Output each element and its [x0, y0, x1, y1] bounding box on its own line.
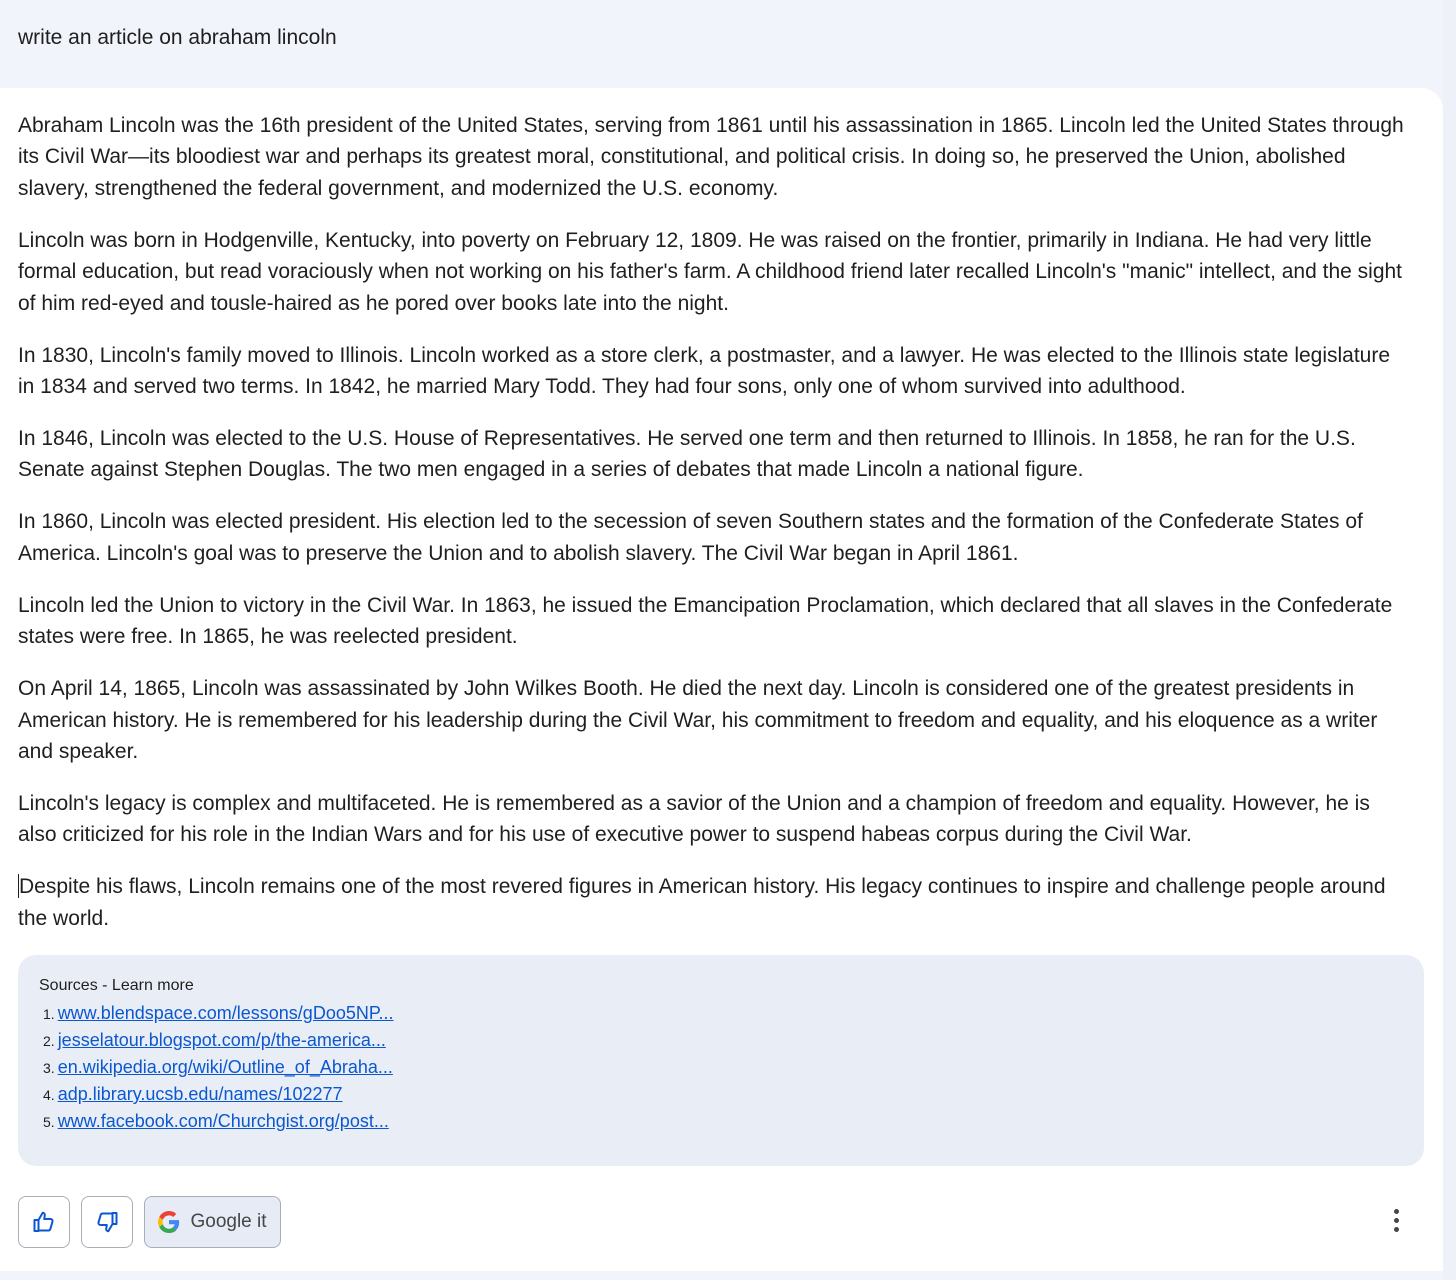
thumbs-up-icon [32, 1210, 56, 1234]
source-link[interactable]: www.blendspace.com/lessons/gDoo5NP... [57, 1003, 394, 1023]
response-paragraph: Lincoln was born in Hodgenville, Kentucky, into poverty on February 12, 1809. He was raised on the frontier, primarily in Indiana. He had very little formal education, but read voraciously when not working on his father's farm. A childhood friend later recalled Lincoln's "manic" intellect, and the sight of him red-eyed and tousle-haired as he pored over books late into the night. [18, 228, 1403, 315]
more-vert-icon-dot [1394, 1227, 1399, 1232]
source-number: 1. [43, 1006, 55, 1022]
google-it-label: Google it [190, 1211, 267, 1232]
scrollbar-track[interactable] [1443, 0, 1456, 1280]
sources-list [39, 1000, 1403, 1135]
response-body [18, 110, 1408, 955]
user-prompt: write an article on abraham lincoln [18, 26, 337, 49]
response-paragraph: Abraham Lincoln was the 16th president of the United States, serving from 1861 until his assassination in 1865. Lincoln led the United States through its Civil War—its bloodiest war and perhaps its greatest moral, constitutional, and political crisis. In doing so, he preserved the Union, abolished slavery, strengthened the federal government, and modernized the U.S. economy. [18, 114, 1404, 200]
response-paragraph: In 1846, Lincoln was elected to the U.S. House of Representatives. He served one term and then returned to Illinois. In 1858, he ran for the U.S. Senate against Stephen Douglas. The two men engaged in a series of debates that made Lincoln a national figure. [18, 427, 1356, 482]
source-item [39, 1108, 1403, 1135]
source-number: 3. [43, 1060, 55, 1076]
source-number: 2. [43, 1033, 55, 1049]
source-number: 4. [43, 1087, 55, 1103]
response-paragraph-text: Despite his flaws, Lincoln remains one of the most revered figures in American history. His legacy continues to inspire and challenge people around the world. [18, 875, 1386, 930]
response-paragraph: In 1860, Lincoln was elected president. His election led to the secession of seven Southern states and the formation of the Confederate States of America. Lincoln's goal was to preserve the Union and to abolish slavery. The Civil War began in April 1861. [18, 510, 1363, 565]
response-paragraph: Lincoln led the Union to victory in the Civil War. In 1863, he issued the Emancipation Proclamation, which declared that all slaves in the Confederate states were free. In 1865, he was reelected president. [18, 593, 1393, 649]
google-g-icon [158, 1211, 180, 1233]
source-link[interactable]: www.facebook.com/Churchgist.org/post... [57, 1111, 389, 1131]
response-paragraph: On April 14, 1865, Lincoln was assassinated by John Wilkes Booth. He died the next day. Lincoln is considered one of the greatest presidents in American history. He is remembered for his leadership during the Civil War, his commitment to freedom and equality, and his eloquence as a writer and speaker. [18, 677, 1378, 764]
source-link[interactable]: jesselatour.blogspot.com/p/the-america... [57, 1030, 386, 1050]
more-vert-icon-dot [1394, 1218, 1399, 1223]
source-item [39, 1081, 1403, 1108]
source-link[interactable]: adp.library.ucsb.edu/names/102277 [57, 1084, 343, 1104]
source-item [39, 1054, 1403, 1081]
response-paragraph-last [18, 871, 1408, 934]
more-vert-icon-dot [1394, 1209, 1399, 1214]
sources-title[interactable]: Sources - Learn more [39, 977, 194, 994]
thumbs-down-icon [95, 1210, 119, 1234]
more-options-button[interactable] [1383, 1204, 1409, 1236]
response-actions [18, 1196, 281, 1248]
thumbs-up-button[interactable] [18, 1196, 70, 1248]
thumbs-down-button[interactable] [81, 1196, 133, 1248]
response-paragraph: In 1830, Lincoln's family moved to Illinois. Lincoln worked as a store clerk, a postmaster, and a lawyer. He was elected to the Illinois state legislature in 1834 and served two terms. In 1842, he married Mary Todd. They had four sons, only one of whom survived into adulthood. [18, 343, 1391, 399]
sources-panel [18, 955, 1424, 1166]
response-paragraph: Lincoln's legacy is complex and multifaceted. He is remembered as a savior of the Union and a champion of freedom and equality. However, he is also criticized for his role in the Indian Wars and for his use of executive power to suspend habeas corpus during the Civil War. [18, 792, 1370, 847]
source-number: 5. [43, 1114, 55, 1130]
google-it-button[interactable] [144, 1196, 281, 1248]
source-item [39, 1000, 1403, 1027]
source-item [39, 1027, 1403, 1054]
source-link[interactable]: en.wikipedia.org/wiki/Outline_of_Abraha... [57, 1057, 393, 1077]
